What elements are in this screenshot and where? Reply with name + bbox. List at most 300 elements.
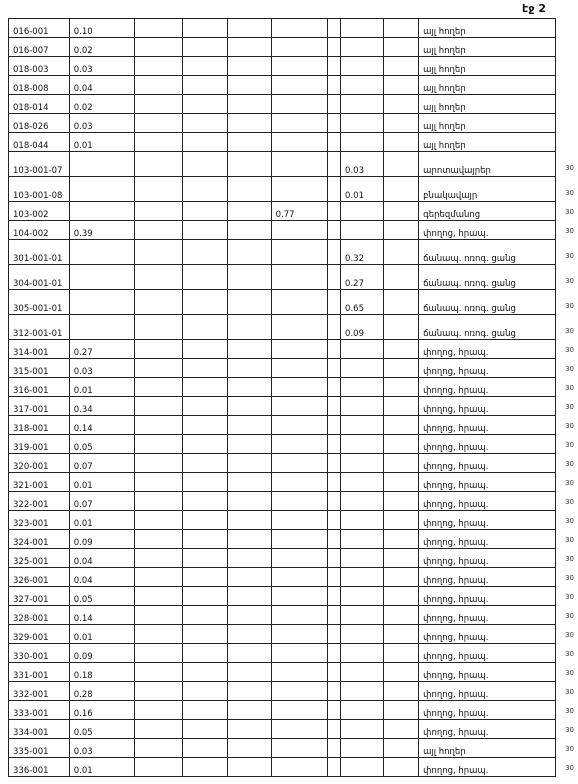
cell-empty bbox=[384, 606, 419, 625]
cell-empty bbox=[182, 265, 228, 290]
cell-empty bbox=[228, 663, 271, 682]
cell-code: 329-001 bbox=[9, 625, 70, 644]
cell-empty bbox=[134, 682, 182, 701]
cell-v2 bbox=[271, 587, 327, 606]
cell-v1: 0.03 bbox=[69, 739, 134, 758]
cell-v2 bbox=[271, 644, 327, 663]
cell-empty bbox=[228, 19, 271, 38]
cell-v1 bbox=[69, 202, 134, 221]
cell-empty bbox=[182, 720, 228, 739]
cell-desc: փողոց, հրապ. bbox=[419, 511, 556, 530]
row-edge-mark: 30 bbox=[565, 164, 574, 172]
cell-empty bbox=[182, 114, 228, 133]
cell-empty bbox=[328, 530, 341, 549]
table-row bbox=[9, 290, 556, 315]
table-row bbox=[9, 114, 556, 133]
cell-v3 bbox=[341, 454, 384, 473]
cell-v3: 0.01 bbox=[341, 177, 384, 202]
table-row bbox=[9, 720, 556, 739]
cell-empty bbox=[182, 701, 228, 720]
row-edge-mark: 30 bbox=[565, 384, 574, 392]
cell-empty bbox=[182, 359, 228, 378]
row-edge-mark: 30 bbox=[565, 327, 574, 335]
cell-empty bbox=[182, 315, 228, 340]
cell-v2 bbox=[271, 315, 327, 340]
cell-code: 018-044 bbox=[9, 133, 70, 152]
cell-empty bbox=[134, 473, 182, 492]
cell-v1: 0.09 bbox=[69, 644, 134, 663]
cell-empty bbox=[328, 38, 341, 57]
table-row bbox=[9, 492, 556, 511]
cell-desc: այլ հողեր bbox=[419, 19, 556, 38]
cell-empty bbox=[228, 682, 271, 701]
table-row bbox=[9, 416, 556, 435]
cell-v1 bbox=[69, 265, 134, 290]
cell-empty bbox=[384, 359, 419, 378]
cell-empty bbox=[328, 290, 341, 315]
cell-v2 bbox=[271, 359, 327, 378]
cell-empty bbox=[228, 95, 271, 114]
cell-desc: փողոց, հրապ. bbox=[419, 397, 556, 416]
cell-empty bbox=[384, 57, 419, 76]
table-row bbox=[9, 511, 556, 530]
cell-empty bbox=[384, 76, 419, 95]
cell-empty bbox=[228, 265, 271, 290]
table-row bbox=[9, 435, 556, 454]
cell-v1: 0.10 bbox=[69, 19, 134, 38]
cell-empty bbox=[182, 739, 228, 758]
cell-v2 bbox=[271, 739, 327, 758]
cell-desc: ճանապ. ոռոգ. ցանց bbox=[419, 240, 556, 265]
cell-empty bbox=[328, 473, 341, 492]
cell-v2 bbox=[271, 758, 327, 777]
cell-v3: 0.09 bbox=[341, 315, 384, 340]
cell-empty bbox=[134, 315, 182, 340]
cell-v3 bbox=[341, 663, 384, 682]
cell-v3 bbox=[341, 701, 384, 720]
cell-empty bbox=[328, 221, 341, 240]
cell-empty bbox=[182, 19, 228, 38]
table-row bbox=[9, 397, 556, 416]
cell-desc: այլ հողեր bbox=[419, 95, 556, 114]
cell-v1: 0.39 bbox=[69, 221, 134, 240]
cell-code: 324-001 bbox=[9, 530, 70, 549]
cell-code: 327-001 bbox=[9, 587, 70, 606]
cell-code: 301-001-01 bbox=[9, 240, 70, 265]
row-edge-mark: 30 bbox=[565, 252, 574, 260]
cell-empty bbox=[384, 625, 419, 644]
table-row bbox=[9, 152, 556, 177]
cell-empty bbox=[384, 530, 419, 549]
cell-v1: 0.09 bbox=[69, 530, 134, 549]
row-edge-mark: 30 bbox=[565, 441, 574, 449]
cell-v3 bbox=[341, 682, 384, 701]
cell-v3 bbox=[341, 95, 384, 114]
cell-empty bbox=[384, 240, 419, 265]
cell-v3 bbox=[341, 549, 384, 568]
cell-v1: 0.04 bbox=[69, 76, 134, 95]
cell-code: 335-001 bbox=[9, 739, 70, 758]
cell-v3 bbox=[341, 378, 384, 397]
cell-desc: այլ հողեր bbox=[419, 38, 556, 57]
cell-empty bbox=[228, 568, 271, 587]
cell-empty bbox=[134, 587, 182, 606]
cell-code: 018-014 bbox=[9, 95, 70, 114]
cell-desc: փողոց, հրապ. bbox=[419, 682, 556, 701]
cell-v3 bbox=[341, 221, 384, 240]
cell-v3 bbox=[341, 359, 384, 378]
cell-empty bbox=[134, 290, 182, 315]
cell-v1 bbox=[69, 152, 134, 177]
cell-v2 bbox=[271, 720, 327, 739]
cell-empty bbox=[328, 587, 341, 606]
table-row bbox=[9, 568, 556, 587]
table-row bbox=[9, 340, 556, 359]
cell-code: 016-007 bbox=[9, 38, 70, 57]
cell-empty bbox=[328, 202, 341, 221]
cell-v2 bbox=[271, 701, 327, 720]
cell-code: 314-001 bbox=[9, 340, 70, 359]
cell-v3 bbox=[341, 587, 384, 606]
cell-v2 bbox=[271, 397, 327, 416]
cell-empty bbox=[228, 739, 271, 758]
cell-v2 bbox=[271, 378, 327, 397]
cell-empty bbox=[328, 606, 341, 625]
cell-empty bbox=[134, 359, 182, 378]
row-edge-mark: 30 bbox=[565, 227, 574, 235]
cell-desc: ճանապ. ոռոգ. ցանց bbox=[419, 265, 556, 290]
cell-empty bbox=[134, 606, 182, 625]
cell-code: 018-026 bbox=[9, 114, 70, 133]
table-row bbox=[9, 625, 556, 644]
row-edge-mark: 30 bbox=[565, 517, 574, 525]
cell-empty bbox=[328, 177, 341, 202]
cell-v2 bbox=[271, 416, 327, 435]
cell-v1: 0.05 bbox=[69, 720, 134, 739]
cell-empty bbox=[228, 397, 271, 416]
cell-code: 103-001-08 bbox=[9, 177, 70, 202]
cell-empty bbox=[384, 378, 419, 397]
cell-desc: այլ հողեր bbox=[419, 739, 556, 758]
table-row bbox=[9, 202, 556, 221]
table-row bbox=[9, 701, 556, 720]
cell-empty bbox=[384, 416, 419, 435]
cell-empty bbox=[384, 473, 419, 492]
cell-empty bbox=[228, 758, 271, 777]
cell-v2 bbox=[271, 95, 327, 114]
cell-code: 332-001 bbox=[9, 682, 70, 701]
cell-v3 bbox=[341, 530, 384, 549]
cell-v1: 0.02 bbox=[69, 95, 134, 114]
cell-empty bbox=[134, 739, 182, 758]
cell-code: 331-001 bbox=[9, 663, 70, 682]
cell-empty bbox=[134, 701, 182, 720]
cell-empty bbox=[228, 57, 271, 76]
cell-empty bbox=[384, 340, 419, 359]
cell-empty bbox=[384, 644, 419, 663]
cell-desc: փողոց, հրապ. bbox=[419, 625, 556, 644]
cell-empty bbox=[384, 202, 419, 221]
cell-empty bbox=[384, 454, 419, 473]
cell-empty bbox=[384, 492, 419, 511]
cell-v1: 0.01 bbox=[69, 133, 134, 152]
cell-v2 bbox=[271, 152, 327, 177]
cell-empty bbox=[182, 511, 228, 530]
cell-v2 bbox=[271, 221, 327, 240]
cell-empty bbox=[228, 240, 271, 265]
cell-code: 333-001 bbox=[9, 701, 70, 720]
cell-empty bbox=[134, 720, 182, 739]
cell-empty bbox=[384, 739, 419, 758]
cell-code: 316-001 bbox=[9, 378, 70, 397]
cell-empty bbox=[182, 240, 228, 265]
cell-v1: 0.34 bbox=[69, 397, 134, 416]
cell-empty bbox=[384, 221, 419, 240]
cell-v3 bbox=[341, 644, 384, 663]
cell-empty bbox=[134, 644, 182, 663]
cell-empty bbox=[182, 606, 228, 625]
cell-empty bbox=[384, 95, 419, 114]
cell-empty bbox=[228, 114, 271, 133]
cell-v1 bbox=[69, 240, 134, 265]
cell-empty bbox=[228, 473, 271, 492]
cell-empty bbox=[182, 378, 228, 397]
cell-empty bbox=[134, 340, 182, 359]
cell-empty bbox=[134, 397, 182, 416]
cell-v1: 0.03 bbox=[69, 57, 134, 76]
row-edge-mark: 30 bbox=[565, 555, 574, 563]
cell-empty bbox=[328, 435, 341, 454]
cell-desc: փողոց, հրապ. bbox=[419, 606, 556, 625]
cell-v3 bbox=[341, 606, 384, 625]
cell-desc: ճանապ. ոռոգ. ցանց bbox=[419, 290, 556, 315]
cell-empty bbox=[384, 315, 419, 340]
cell-empty bbox=[182, 202, 228, 221]
cell-v3 bbox=[341, 202, 384, 221]
cell-empty bbox=[182, 152, 228, 177]
cell-empty bbox=[134, 38, 182, 57]
cell-v2 bbox=[271, 511, 327, 530]
cell-v2 bbox=[271, 19, 327, 38]
cell-v2 bbox=[271, 340, 327, 359]
cell-v2 bbox=[271, 530, 327, 549]
cell-empty bbox=[384, 38, 419, 57]
row-edge-mark: 30 bbox=[565, 498, 574, 506]
cell-empty bbox=[134, 57, 182, 76]
cell-code: 319-001 bbox=[9, 435, 70, 454]
cell-empty bbox=[228, 38, 271, 57]
cell-code: 312-001-01 bbox=[9, 315, 70, 340]
cell-desc: այլ հողեր bbox=[419, 133, 556, 152]
cell-desc: փողոց, հրապ. bbox=[419, 473, 556, 492]
cell-empty bbox=[182, 644, 228, 663]
cell-code: 016-001 bbox=[9, 19, 70, 38]
cell-v1: 0.01 bbox=[69, 625, 134, 644]
cell-v1: 0.01 bbox=[69, 473, 134, 492]
cell-empty bbox=[182, 625, 228, 644]
cell-empty bbox=[228, 625, 271, 644]
cell-code: 304-001-01 bbox=[9, 265, 70, 290]
table-row bbox=[9, 76, 556, 95]
table-row bbox=[9, 359, 556, 378]
cell-empty bbox=[134, 568, 182, 587]
cell-v3: 0.03 bbox=[341, 152, 384, 177]
cell-empty bbox=[328, 701, 341, 720]
cell-empty bbox=[384, 152, 419, 177]
cell-empty bbox=[228, 202, 271, 221]
cell-v2 bbox=[271, 177, 327, 202]
cell-empty bbox=[228, 492, 271, 511]
cell-desc: փողոց, հրապ. bbox=[419, 359, 556, 378]
table-row bbox=[9, 315, 556, 340]
cell-empty bbox=[384, 19, 419, 38]
cell-empty bbox=[134, 202, 182, 221]
cell-desc: գերեզմանոց bbox=[419, 202, 556, 221]
cell-code: 328-001 bbox=[9, 606, 70, 625]
cell-v2 bbox=[271, 682, 327, 701]
cell-code: 330-001 bbox=[9, 644, 70, 663]
cell-empty bbox=[328, 568, 341, 587]
cell-desc: բնակավայր bbox=[419, 177, 556, 202]
cell-empty bbox=[328, 492, 341, 511]
table-row bbox=[9, 95, 556, 114]
cell-desc: արոտավայրեր bbox=[419, 152, 556, 177]
table-row bbox=[9, 758, 556, 777]
cell-code: 018-003 bbox=[9, 57, 70, 76]
cell-empty bbox=[328, 76, 341, 95]
cell-empty bbox=[328, 454, 341, 473]
cell-v2 bbox=[271, 265, 327, 290]
cell-v3: 0.32 bbox=[341, 240, 384, 265]
cell-v3 bbox=[341, 492, 384, 511]
cell-empty bbox=[134, 95, 182, 114]
row-edge-mark: 30 bbox=[565, 764, 574, 772]
cell-code: 305-001-01 bbox=[9, 290, 70, 315]
cell-code: 018-008 bbox=[9, 76, 70, 95]
row-edge-mark: 30 bbox=[565, 726, 574, 734]
cell-empty bbox=[328, 19, 341, 38]
cell-empty bbox=[134, 625, 182, 644]
cell-empty bbox=[228, 454, 271, 473]
cell-code: 336-001 bbox=[9, 758, 70, 777]
cell-empty bbox=[182, 38, 228, 57]
cell-empty bbox=[182, 57, 228, 76]
cell-empty bbox=[228, 76, 271, 95]
cell-v2 bbox=[271, 492, 327, 511]
row-edge-mark: 30 bbox=[565, 574, 574, 582]
table-row bbox=[9, 265, 556, 290]
cell-v1: 0.02 bbox=[69, 38, 134, 57]
cell-empty bbox=[182, 177, 228, 202]
cell-desc: փողոց, հրապ. bbox=[419, 758, 556, 777]
table-row bbox=[9, 549, 556, 568]
table-row bbox=[9, 663, 556, 682]
cell-desc: փողոց, հրապ. bbox=[419, 720, 556, 739]
cell-empty bbox=[134, 152, 182, 177]
cell-v3 bbox=[341, 473, 384, 492]
cell-empty bbox=[134, 221, 182, 240]
cell-empty bbox=[134, 492, 182, 511]
cell-empty bbox=[134, 549, 182, 568]
cell-v3 bbox=[341, 397, 384, 416]
cell-v2 bbox=[271, 549, 327, 568]
cell-v1: 0.28 bbox=[69, 682, 134, 701]
table-row bbox=[9, 221, 556, 240]
cell-v1 bbox=[69, 315, 134, 340]
cell-v1: 0.14 bbox=[69, 416, 134, 435]
cell-v1: 0.01 bbox=[69, 511, 134, 530]
cell-empty bbox=[328, 95, 341, 114]
cell-empty bbox=[182, 435, 228, 454]
cell-v3 bbox=[341, 340, 384, 359]
cell-empty bbox=[134, 435, 182, 454]
cell-desc: փողոց, հրապ. bbox=[419, 701, 556, 720]
cell-v3 bbox=[341, 568, 384, 587]
cell-desc: այլ հողեր bbox=[419, 76, 556, 95]
cell-v3 bbox=[341, 38, 384, 57]
cell-v1 bbox=[69, 290, 134, 315]
cell-empty bbox=[182, 290, 228, 315]
cell-v3: 0.65 bbox=[341, 290, 384, 315]
row-edge-mark: 30 bbox=[565, 612, 574, 620]
cell-v2 bbox=[271, 114, 327, 133]
row-edge-mark: 30 bbox=[565, 745, 574, 753]
cell-v2 bbox=[271, 606, 327, 625]
cell-v1: 0.01 bbox=[69, 758, 134, 777]
cell-desc: փողոց, հրապ. bbox=[419, 492, 556, 511]
table-row bbox=[9, 473, 556, 492]
cell-empty bbox=[384, 587, 419, 606]
cell-empty bbox=[384, 114, 419, 133]
cell-empty bbox=[384, 568, 419, 587]
table-row bbox=[9, 606, 556, 625]
cell-empty bbox=[182, 416, 228, 435]
row-edge-mark: 30 bbox=[565, 403, 574, 411]
table-row bbox=[9, 644, 556, 663]
cell-v2 bbox=[271, 133, 327, 152]
cell-v3 bbox=[341, 625, 384, 644]
cell-empty bbox=[182, 530, 228, 549]
table-body bbox=[9, 19, 556, 777]
cell-empty bbox=[328, 549, 341, 568]
cell-empty bbox=[228, 606, 271, 625]
cell-code: 320-001 bbox=[9, 454, 70, 473]
cell-v2 bbox=[271, 240, 327, 265]
row-edge-mark: 30 bbox=[565, 593, 574, 601]
cell-v1 bbox=[69, 177, 134, 202]
cell-empty bbox=[182, 221, 228, 240]
cell-empty bbox=[328, 397, 341, 416]
row-edge-mark: 30 bbox=[565, 302, 574, 310]
cell-v2 bbox=[271, 663, 327, 682]
row-edge-mark: 30 bbox=[565, 422, 574, 430]
cell-desc: այլ հողեր bbox=[419, 57, 556, 76]
cell-empty bbox=[228, 290, 271, 315]
cell-empty bbox=[182, 568, 228, 587]
cell-empty bbox=[384, 177, 419, 202]
cell-code: 103-001-07 bbox=[9, 152, 70, 177]
cell-empty bbox=[328, 644, 341, 663]
cell-desc: փողոց, հրապ. bbox=[419, 644, 556, 663]
cell-code: 325-001 bbox=[9, 549, 70, 568]
cell-empty bbox=[328, 57, 341, 76]
row-edge-mark: 30 bbox=[565, 669, 574, 677]
cell-empty bbox=[228, 359, 271, 378]
cell-empty bbox=[182, 454, 228, 473]
cell-empty bbox=[182, 663, 228, 682]
cell-empty bbox=[182, 473, 228, 492]
cell-v1: 0.04 bbox=[69, 568, 134, 587]
